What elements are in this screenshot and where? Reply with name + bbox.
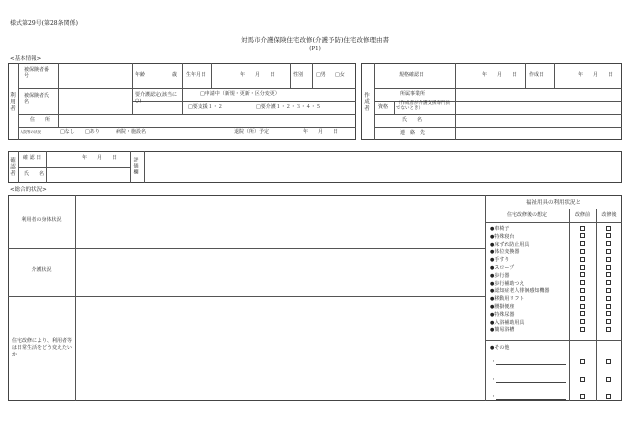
birthdate-label: 生年月日 xyxy=(186,72,207,78)
created-date: 年 月 日 xyxy=(578,72,614,78)
care-applying-checkbox[interactable]: □申請中（新規・更新・区分変更） xyxy=(200,91,280,97)
overall-section-label: <総合的状況> xyxy=(10,187,47,193)
gender-label: 性別 xyxy=(293,72,304,78)
discharge-date: 年 月 日 xyxy=(303,129,339,135)
insured-name-label: 被保険者氏 名 xyxy=(24,93,55,105)
purpose-label: 住宅改修により、利用者等は日常生活をどう変えたいか xyxy=(12,338,73,358)
after-checkbox[interactable] xyxy=(606,327,611,332)
care-level-checkbox[interactable]: □要介護１・２・３・４・５ xyxy=(256,104,321,110)
office-label: 所属事業所 xyxy=(400,91,426,97)
form-number: 様式第29号(第28条関係) xyxy=(10,20,78,27)
before-checkbox[interactable] xyxy=(580,233,585,238)
support-level-checkbox[interactable]: □要支援１・２ xyxy=(188,104,223,110)
created-label: 作成日 xyxy=(529,72,545,78)
equipment-item-label: ●認知症老人徘徊感知機器 xyxy=(490,288,550,295)
after-checkbox[interactable] xyxy=(606,241,611,246)
address-label: 住 所 xyxy=(30,117,51,123)
equipment-item-label: ●体位変換器 xyxy=(490,249,520,256)
gender-female-checkbox[interactable]: □女 xyxy=(335,72,345,78)
equipment-item-label: ●腰掛便座 xyxy=(490,304,515,310)
after-checkbox[interactable] xyxy=(606,296,611,301)
before-checkbox[interactable] xyxy=(580,226,585,231)
other-after-checkbox[interactable] xyxy=(606,359,611,364)
equipment-item-label: ●移動用リフト xyxy=(490,296,525,303)
age-unit: 歳 xyxy=(172,72,178,78)
eval-label: 評価欄 xyxy=(132,157,139,175)
after-checkbox[interactable] xyxy=(606,233,611,238)
col-after-header: 改修後 xyxy=(601,212,617,218)
equipment-item-label: ●車椅子 xyxy=(490,226,510,232)
age-label: 年齢 xyxy=(135,72,146,78)
before-checkbox[interactable] xyxy=(580,296,585,301)
author-name-label: 氏 名 xyxy=(402,117,423,123)
birthdate-value: 年 月 日 xyxy=(240,72,276,78)
insured-number-label: 被保険者番 号 xyxy=(24,67,55,79)
other-item-input-line[interactable] xyxy=(496,364,566,365)
before-checkbox[interactable] xyxy=(580,265,585,270)
basic-section-label: <基本情報> xyxy=(10,56,42,62)
before-checkbox[interactable] xyxy=(580,304,585,309)
overall-table xyxy=(8,195,622,401)
hospital-label: 病院・施設名 xyxy=(116,129,147,135)
after-checkbox[interactable] xyxy=(606,226,611,231)
other-item-bullet: ・ xyxy=(491,377,497,383)
before-checkbox[interactable] xyxy=(580,319,585,324)
rule-check-label: 規格確認日 xyxy=(399,72,425,78)
gender-male-checkbox[interactable]: □男 xyxy=(316,72,326,78)
rule-check-date: 年 月 日 xyxy=(482,72,518,78)
confirmer-side-label: 確認者 xyxy=(9,157,16,177)
before-checkbox[interactable] xyxy=(580,327,585,332)
equipment-item-label: ●簡易浴槽 xyxy=(490,327,515,334)
other-before-checkbox[interactable] xyxy=(580,394,585,399)
welfare-header: 福祉用具の利用状況と xyxy=(525,200,581,206)
other-item-bullet: ・ xyxy=(491,394,497,400)
after-checkbox[interactable] xyxy=(606,272,611,277)
author-side-label: 作成者 xyxy=(363,92,370,112)
qualification-note: （作成者が介護支援専門員でないとき） xyxy=(396,101,450,111)
other-after-checkbox[interactable] xyxy=(606,394,611,399)
equipment-item-label: ●歩行補助つえ xyxy=(490,280,525,287)
before-checkbox[interactable] xyxy=(580,257,585,262)
user-side-label: 利用者 xyxy=(9,92,16,112)
other-before-checkbox[interactable] xyxy=(580,359,585,364)
equipment-item-label: ●手すり xyxy=(490,257,510,264)
admission-none-checkbox[interactable]: □なし xyxy=(60,129,75,135)
other-before-checkbox[interactable] xyxy=(580,377,585,382)
other-item-bullet: ・ xyxy=(491,359,497,365)
before-checkbox[interactable] xyxy=(580,241,585,246)
other-item-input-line[interactable] xyxy=(496,382,566,383)
admission-yes-checkbox[interactable]: □あり xyxy=(85,129,100,135)
confirm-date: 年 月 日 xyxy=(82,155,118,161)
confirm-date-label: 確 認 日 xyxy=(23,155,42,161)
after-checkbox[interactable] xyxy=(606,257,611,262)
care-cert-label: 要介護認定(該当に○) xyxy=(135,92,177,104)
qualification-label: 資格 xyxy=(378,104,389,110)
equipment-item-label: ●歩行器 xyxy=(490,272,510,279)
equipment-item-label: ●入浴補助用具 xyxy=(490,319,525,326)
before-checkbox[interactable] xyxy=(580,288,585,293)
form-title: 対馬市介護保険住宅改修(介護予防)住宅改修理由書 xyxy=(240,36,390,44)
care-status-label: 介護状況 xyxy=(31,267,52,273)
equipment-item-label: ●床ずれ防止用具 xyxy=(490,241,530,248)
other-after-checkbox[interactable] xyxy=(606,377,611,382)
discharge-label: 退院（所）予定 xyxy=(234,129,270,135)
after-checkbox[interactable] xyxy=(606,319,611,324)
before-checkbox[interactable] xyxy=(580,249,585,254)
after-checkbox[interactable] xyxy=(606,288,611,293)
before-checkbox[interactable] xyxy=(580,311,585,316)
equipment-item-label: ●特殊寝台 xyxy=(490,233,515,240)
confirmer-name-label: 氏 名 xyxy=(24,171,45,177)
equipment-item-label: ●スロープ xyxy=(490,265,515,271)
before-checkbox[interactable] xyxy=(580,272,585,277)
other-item-input-line[interactable] xyxy=(496,399,566,400)
before-checkbox[interactable] xyxy=(580,280,585,285)
after-checkbox[interactable] xyxy=(606,280,611,285)
col-before-header: 改修前 xyxy=(574,212,590,218)
other-label: ●その他 xyxy=(490,345,510,351)
after-checkbox[interactable] xyxy=(606,265,611,270)
equipment-item-label: ●特殊尿器 xyxy=(490,311,515,318)
physical-status-label: 利用者の身体状況 xyxy=(21,217,62,223)
after-checkbox[interactable] xyxy=(606,304,611,309)
page-number: (P1) xyxy=(309,46,321,52)
welfare-subheader: 住宅改修後の想定 xyxy=(506,212,547,218)
admission-label: 入院等の状況 xyxy=(20,130,41,134)
after-checkbox[interactable] xyxy=(606,311,611,316)
after-checkbox[interactable] xyxy=(606,249,611,254)
contact-label: 連 絡 先 xyxy=(400,130,426,136)
